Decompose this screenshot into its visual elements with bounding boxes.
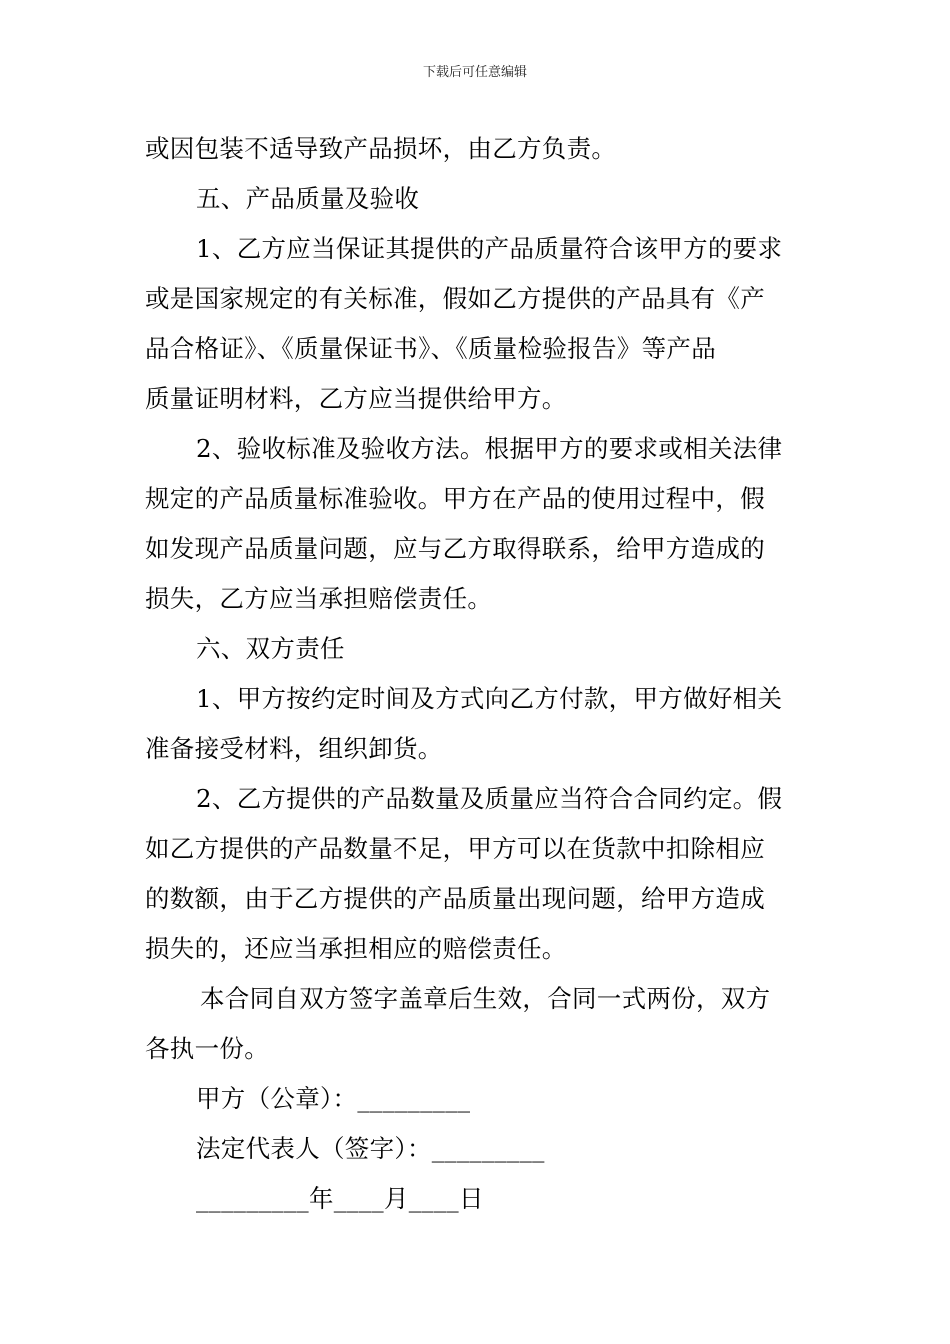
text-line: 损失，乙方应当承担赔偿责任。	[145, 584, 493, 613]
text-line: 准备接受材料，组织卸货。	[145, 734, 443, 763]
party-a-seal-line: 甲方（公章）：_________	[196, 1084, 471, 1113]
text-line: 各执一份。	[145, 1034, 269, 1063]
legal-representative-signature-line: 法定代表人（签字）：_________	[196, 1134, 545, 1163]
text-line: 2、乙方提供的产品数量及质量应当符合合同约定。假	[196, 784, 783, 813]
text-line: 品合格证》、《质量保证书》、《质量检验报告》等产品	[145, 334, 716, 363]
contract-body	[145, 124, 807, 1224]
text-line: 或是国家规定的有关标准，假如乙方提供的产品具有《产	[145, 284, 765, 313]
text-line: 损失的，还应当承担相应的赔偿责任。	[145, 934, 567, 963]
text-line: 规定的产品质量标准验收。甲方在产品的使用过程中，假	[145, 484, 765, 513]
text-line: 1、甲方按约定时间及方式向乙方付款，甲方做好相关	[196, 684, 783, 713]
text-line: 或因包装不适导致产品损坏，由乙方负责。	[145, 134, 617, 163]
text-line: 本合同自双方签字盖章后生效，合同一式两份，双方	[200, 984, 771, 1013]
text-line: 2、验收标准及验收方法。根据甲方的要求或相关法律	[196, 434, 783, 463]
page-header-note: 下载后可任意编辑	[422, 65, 527, 80]
text-line: 如发现产品质量问题，应与乙方取得联系，给甲方造成的	[145, 534, 765, 563]
section-heading-quality: 五、产品质量及验收	[196, 184, 420, 213]
text-line: 的数额，由于乙方提供的产品质量出现问题，给甲方造成	[145, 884, 765, 913]
date-line: _________年____月____日	[196, 1184, 484, 1213]
section-heading-responsibilities: 六、双方责任	[196, 634, 345, 663]
text-line: 1、乙方应当保证其提供的产品质量符合该甲方的要求	[196, 234, 783, 263]
text-line: 如乙方提供的产品数量不足，甲方可以在货款中扣除相应	[145, 834, 765, 863]
text-line: 质量证明材料，乙方应当提供给甲方。	[145, 384, 567, 413]
